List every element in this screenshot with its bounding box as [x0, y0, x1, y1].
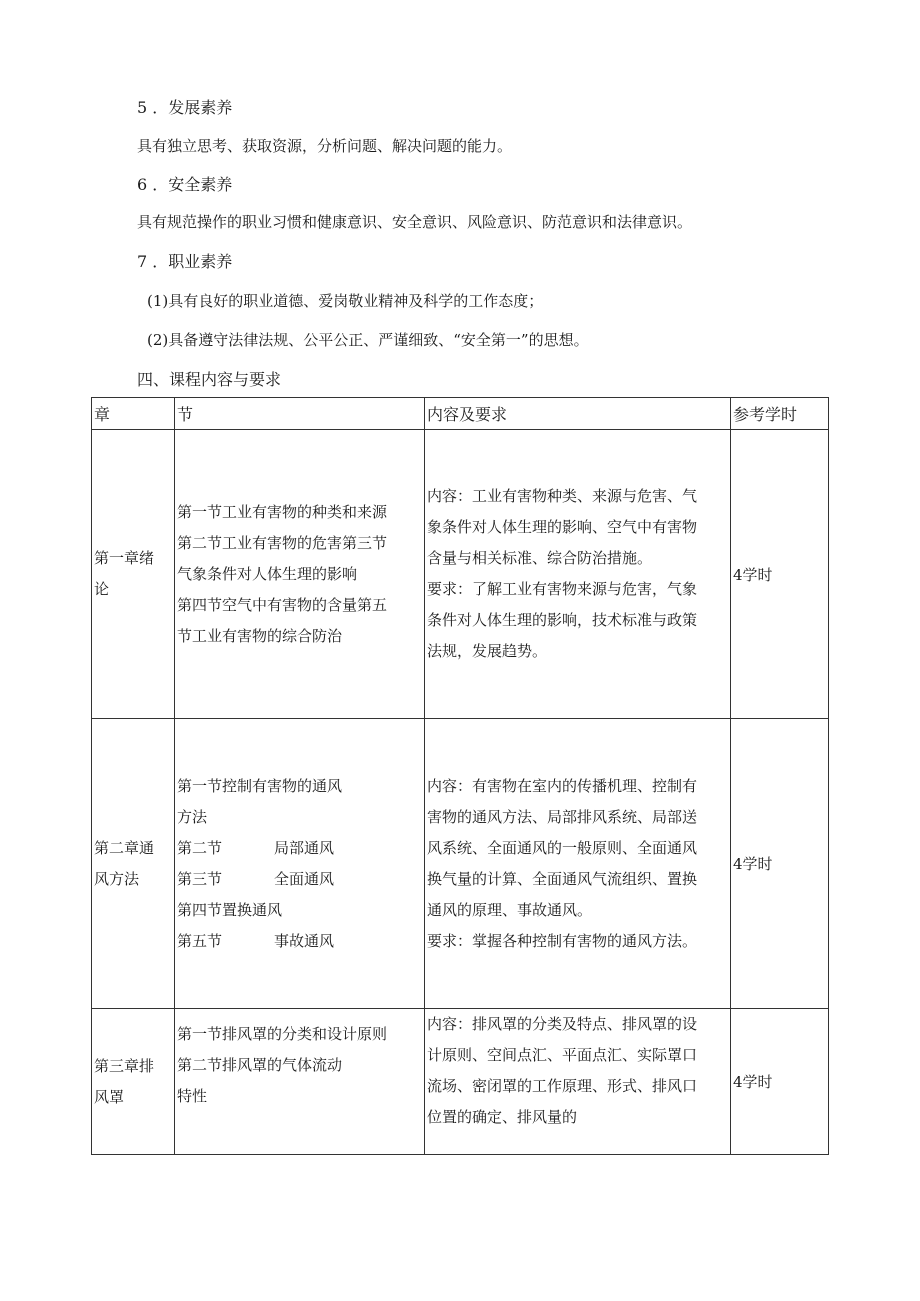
section-topic: 局部通风 — [274, 838, 335, 857]
section-line: 第二节排风罩的气体流动 — [177, 1056, 343, 1074]
content-line: 害物的通风方法、局部排风系统、局部送 — [427, 807, 698, 826]
item-5-description: 具有独立思考、获取资源，分析问题、解决问题的能力。 — [137, 137, 513, 155]
content-line: 内容：排风罩的分类及特点、排风罩的设 — [427, 1015, 698, 1033]
item-6-number: 6 — [137, 175, 148, 194]
chapter-line: 风罩 — [94, 1087, 125, 1106]
table-header-row — [92, 398, 829, 430]
header-hours: 参考学时 — [731, 398, 829, 430]
section-label: 第四节置换通风 — [177, 900, 283, 919]
content-line: 通风的原理、事故通风。 — [427, 900, 593, 919]
chapter-line: 第三章排 — [94, 1056, 155, 1075]
content-line: 法规，发展趋势。 — [427, 642, 548, 660]
content-line: 条件对人体生理的影响，技术标准与政策 — [427, 611, 698, 629]
content-line: 风系统、全面通风的一般原则、全面通风 — [427, 838, 698, 857]
item-7-sub-2: (2)具备遵守法律法规、公平公正、严谨细致、“安全第一”的思想。 — [147, 331, 589, 349]
item-6-heading — [137, 174, 232, 196]
section-cell — [175, 430, 425, 719]
section-line: 特性 — [177, 1087, 208, 1105]
chapter-line: 论 — [94, 580, 110, 598]
table-row — [92, 1009, 829, 1155]
section-line — [177, 895, 422, 926]
section-label: 第三节 — [177, 869, 223, 888]
table-row — [92, 430, 829, 719]
item-7-number: 7 — [137, 252, 148, 271]
content-line: 内容：有害物在室内的传播机理、控制有 — [427, 776, 698, 795]
content-cell — [425, 719, 731, 1009]
chapter-line: 第二章通 — [94, 838, 155, 857]
item-5-number: 5 — [137, 98, 148, 117]
item-6-description: 具有规范操作的职业习惯和健康意识、安全意识、风险意识、防范意识和法律意识。 — [137, 213, 693, 231]
hours-cell: 4学时 — [731, 719, 829, 1009]
chapter-line: 风方法 — [94, 869, 140, 888]
section-line — [177, 864, 422, 895]
section-line — [177, 926, 422, 957]
chapter-cell — [92, 430, 175, 719]
header-chapter: 章 — [92, 398, 175, 430]
hours-cell: 4学时 — [731, 1009, 829, 1155]
section-cell — [175, 719, 425, 1009]
section-cell — [175, 1009, 425, 1155]
content-cell — [425, 430, 731, 719]
section-label: 方法 — [177, 807, 208, 826]
chapter-line: 第一章绪 — [94, 549, 155, 567]
chapter-cell — [92, 719, 175, 1009]
section-line — [177, 802, 422, 833]
content-cell — [425, 1009, 731, 1155]
section-line: 气象条件对人体生理的影响 — [177, 564, 358, 583]
content-line: 含量与相关标准、综合防治措施。 — [427, 549, 653, 567]
section-line: 第一节工业有害物的种类和来源 — [177, 502, 388, 521]
item-7-sub-1: (1)具有良好的职业道德、爱岗敬业精神及科学的工作态度； — [147, 292, 544, 310]
section-line: 节工业有害物的综合防治 — [177, 626, 343, 645]
section-label: 第二节 — [177, 838, 223, 857]
item-6-title: ．安全素养 — [152, 175, 233, 194]
course-content-table — [91, 397, 829, 1155]
content-line: 要求：掌握各种控制有害物的通风方法。 — [427, 931, 698, 950]
content-line: 象条件对人体生理的影响、空气中有害物 — [427, 518, 698, 536]
section-label: 第五节 — [177, 931, 223, 950]
content-line: 内容：工业有害物种类、来源与危害、气 — [427, 487, 698, 505]
item-5-heading — [137, 97, 232, 119]
section-label: 第一节控制有害物的通风 — [177, 776, 343, 795]
section-line — [177, 771, 422, 802]
header-content: 内容及要求 — [425, 398, 731, 430]
content-line: 流场、密闭罩的工作原理、形式、排风口 — [427, 1077, 698, 1095]
section-line: 第一节排风罩的分类和设计原则 — [177, 1025, 388, 1043]
content-line: 计原则、空间点汇、平面点汇、实际罩口 — [427, 1046, 698, 1064]
content-line: 位置的确定、排风量的 — [427, 1108, 578, 1126]
item-7-heading — [137, 251, 232, 273]
hours-cell: 4学时 — [731, 430, 829, 719]
table-row — [92, 719, 829, 1009]
content-line: 换气量的计算、全面通风气流组织、置换 — [427, 869, 698, 888]
section-title: 四、课程内容与要求 — [137, 370, 282, 389]
chapter-cell — [92, 1009, 175, 1155]
header-section: 节 — [175, 398, 425, 430]
content-line: 要求：了解工业有害物来源与危害，气象 — [427, 580, 698, 598]
section-topic: 事故通风 — [274, 931, 335, 950]
item-7-title: ．职业素养 — [152, 252, 233, 271]
section-line: 第四节空气中有害物的含量第五 — [177, 595, 388, 614]
item-5-title: ．发展素养 — [152, 98, 233, 117]
section-line: 第二节工业有害物的危害第三节 — [177, 533, 388, 552]
section-line — [177, 833, 422, 864]
section-topic: 全面通风 — [274, 869, 335, 888]
